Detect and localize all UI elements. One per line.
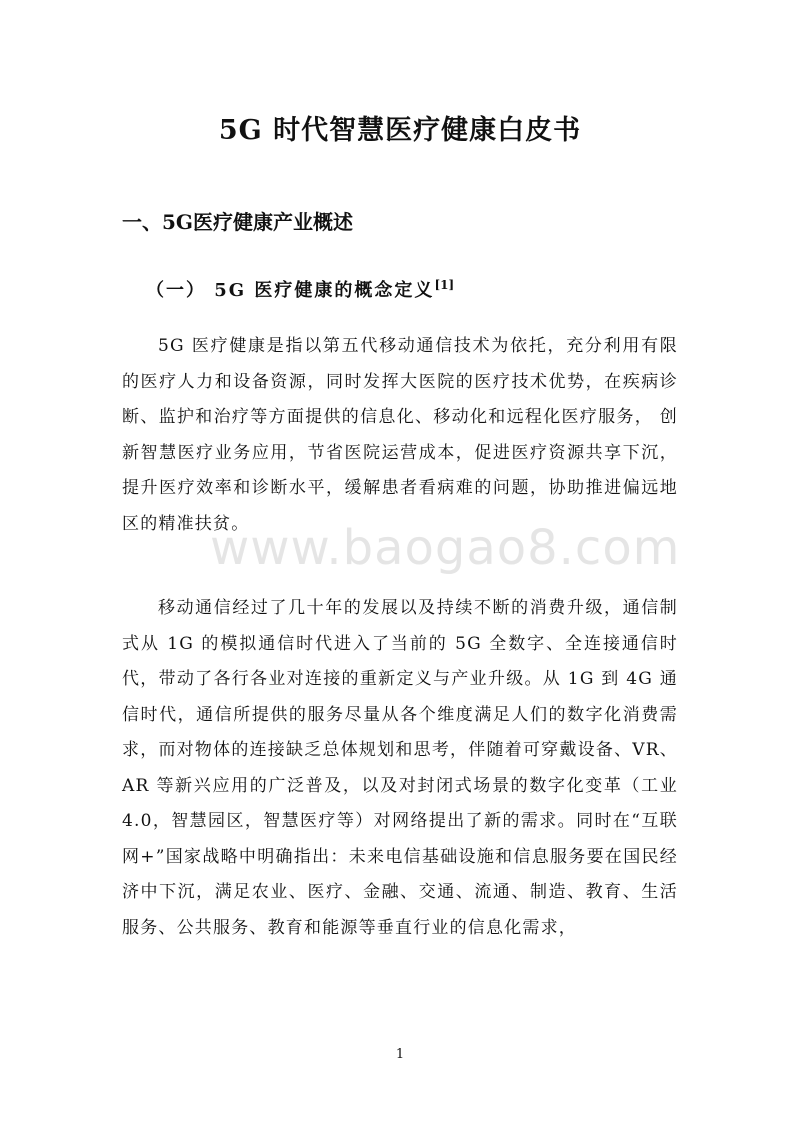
watermark: www.baogao8.com [210, 520, 681, 576]
page-number: 1 [395, 1047, 405, 1062]
body-paragraph: 5G 医疗健康是指以第五代移动通信技术为依托，充分利用有限的医疗人力和设备资源，同时发挥大医院的医疗技术优势，在疾病诊断、监护和治疗等方面提供的信息化、移动化和远程化医疗服务， 创新智慧医疗业务应用，节省医院运营成本，促进医疗资源共享下沉，提升医疗效率和诊断水平，缓解患者看病难的问题，协助推进偏远地区的精准扶贫。 [122, 336, 678, 534]
document-title: 5G 时代智慧医疗健康白皮书 [218, 115, 582, 146]
citation-reference[interactable]: [1] [434, 278, 455, 292]
body-paragraph: 移动通信经过了几十年的发展以及持续不断的消费升级，通信制式从 1G 的模拟通信时代进入了当前的 5G 全数字、全连接通信时代，带动了各行各业对连接的重新定义与产业升级。从 1G 到 4G 通信时代，通信所提供的服务尽量从各个维度满足人们的数字化消费需求，而对物体的连接缺乏总体规划和思考，伴随着可穿戴设备、VR、AR 等新兴应用的广泛普及，以及对封闭式场景的数字化变革（工业 4.0，智慧园区，智慧医疗等）对网络提出了新的需求。同时在“互联网+”国家战略中明确指出：未来电信基础设施和信息服务要在国民经济中下沉，满足农业、医疗、金融、交通、流通、制造、教育、生活服务、公共服务、教育和能源等垂直行业的信息化需求， [122, 598, 678, 938]
subsection-heading [146, 276, 454, 302]
section-heading: 一、5G医疗健康产业概述 [122, 210, 353, 234]
subsection-heading-text: （一） 5G 医疗健康的概念定义 [146, 280, 435, 301]
